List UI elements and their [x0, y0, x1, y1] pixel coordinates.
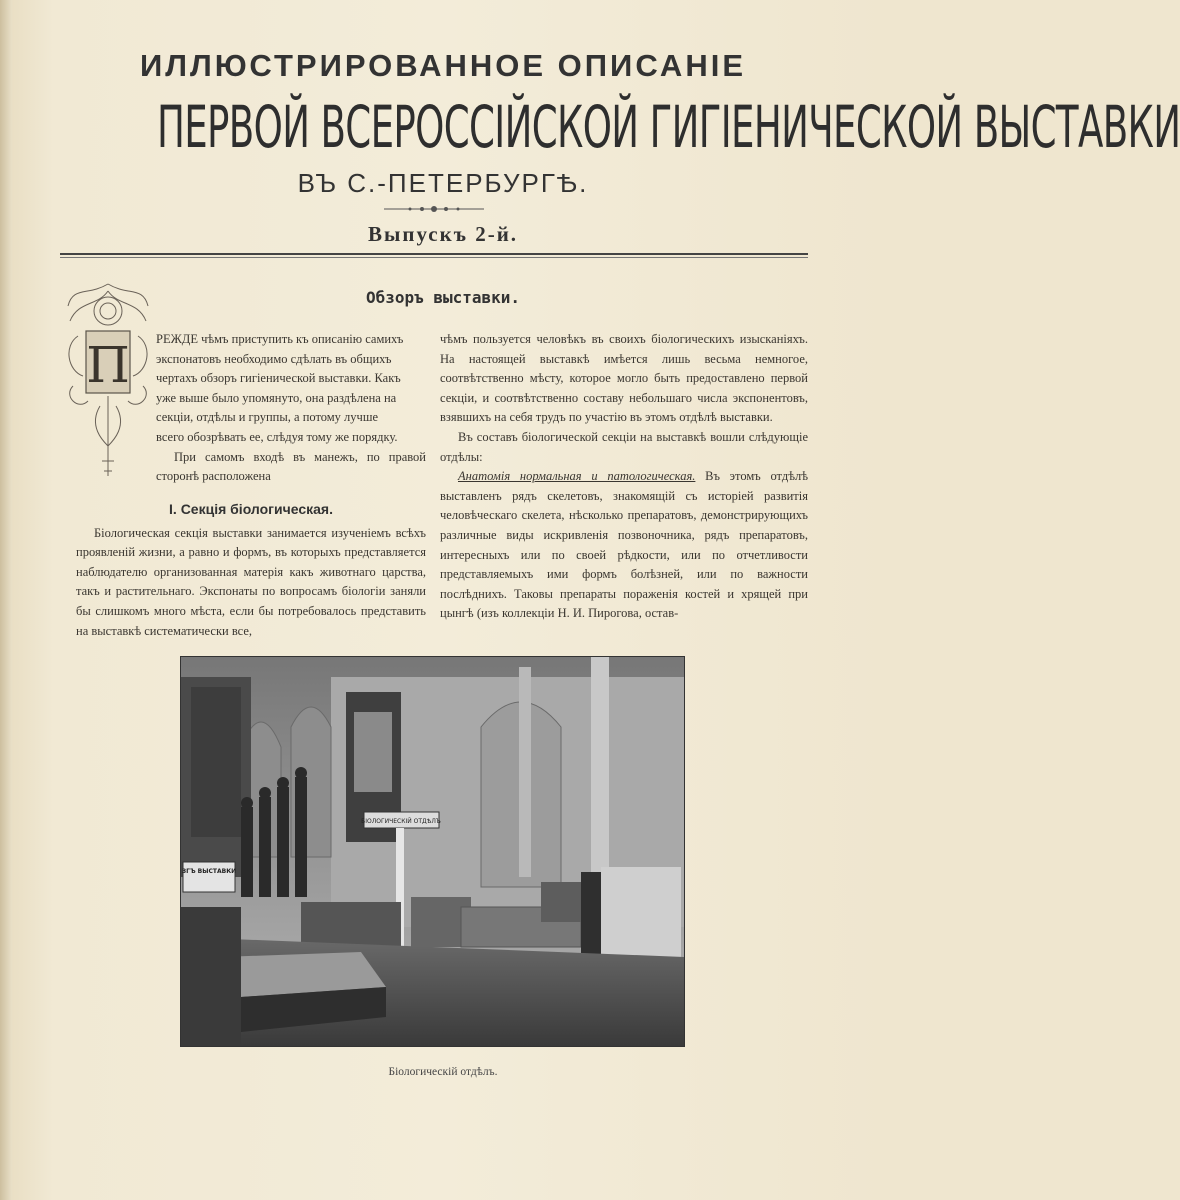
intro-line-4: уже выше было упомянуто, она раздѣлена на: [156, 390, 397, 405]
left-column-intro: [156, 330, 426, 487]
title-line-1: ИЛЛЮСТРИРОВАННОЕ ОПИСАНIЕ: [140, 48, 746, 83]
paragraph-entrance: При самомъ входѣ въ манежъ, по правой сторонѣ расположена: [156, 449, 426, 484]
intro-line-5: секцiи, отдѣлы и группы, а потому лучше: [156, 410, 379, 425]
exhibition-photo: [180, 656, 685, 1047]
paragraph-continuation: чѣмъ пользуется человѣкъ въ своихъ бiологическихъ изысканiяхъ. На настоящей выставкѣ имѣется лишь весьма немногое, соотвѣтственно мѣсту, которое могло быть предоставлено первой секцiи, и соотвѣтственно составу небольшаго числа экспонентовъ, взявшихъ на себя трудъ по участiю въ этомъ отдѣлѣ выставки.: [440, 332, 808, 425]
paragraph-sections: Въ составъ бiологической секцiи на выставкѣ вошли слѣдующiе отдѣлы:: [440, 429, 808, 464]
paragraph-biology: Бiологическая секцiя выставки занимается изученiемъ всѣхъ проявленiй жизни, а равно и формъ, въ которыхъ представляется наблюдателю организованная матерiя какъ животнаго царства, такъ и растительнаго. Экспонаты по вопросамъ бiологiи заняли бы слишкомъ много мѣста, если бы потребовалось представить на выставкѣ систематически все,: [76, 525, 426, 638]
title-line-2: ПЕРВОЙ ВСЕРОССIЙСКОЙ ГИГIЕНИЧЕСКОЙ ВЫСТАВКИ: [156, 93, 1180, 161]
header-rule-thick: [60, 253, 808, 255]
photo-illustration: [181, 657, 684, 1046]
title-line-3: ВЪ С.-ПЕТЕРБУРГѢ.: [297, 168, 589, 198]
section-title: Обзоръ выставки.: [365, 288, 521, 307]
paragraph-anatomy: [440, 467, 808, 624]
intro-line-3: чертахъ обзоръ гигiенической выставки. Какъ: [156, 371, 401, 386]
decorative-initial-icon: [58, 276, 158, 481]
photo-caption: Бiологическiй отдѣлъ.: [388, 1066, 498, 1078]
photo-sign: ЗГЪ ВЫСТАВКИ: [181, 868, 237, 875]
photo-placard: БIОЛОГИЧЕСКIЙ ОТДѢЛЪ: [361, 818, 441, 825]
anatomy-heading: Анатомiя нормальная и патологическая.: [458, 469, 696, 484]
ornament-divider-icon: [384, 205, 484, 213]
issue-number: Выпускъ 2-й.: [367, 222, 519, 246]
intro-line-1: РЕЖДЕ чѣмъ приступить къ описанiю самихъ: [156, 332, 404, 346]
left-column-body: [76, 490, 426, 641]
anatomy-text: Въ этомъ отдѣлѣ выставленъ рядъ скелетовъ, знакомящiй съ исторiей развитiя человѣческаго скелета, нѣсколько препаратовъ, демонстрирующихъ различные виды искривленiя позвоночника, рядъ препаратовъ, интересныхъ или по своей рѣдкости, или по отчетливости представляемыхъ ими формъ болѣзней, или по важности послѣднихъ. Таковы препараты пораженiя костей и хрящей при цынгѣ (изъ коллекцiи Н. И. Пирогова, остав-: [440, 469, 809, 621]
header-rule-thin: [60, 257, 808, 258]
intro-line-2: экспонатовъ необходимо сдѣлать въ общихъ: [156, 351, 392, 366]
dropcap-letter: П: [86, 336, 130, 394]
right-column: [440, 330, 808, 624]
intro-line-6: всего обозрѣвать ее, слѣдуя тому же порядку.: [156, 429, 398, 444]
subheading-biology: I. Секцiя бiологическая.: [169, 501, 333, 517]
